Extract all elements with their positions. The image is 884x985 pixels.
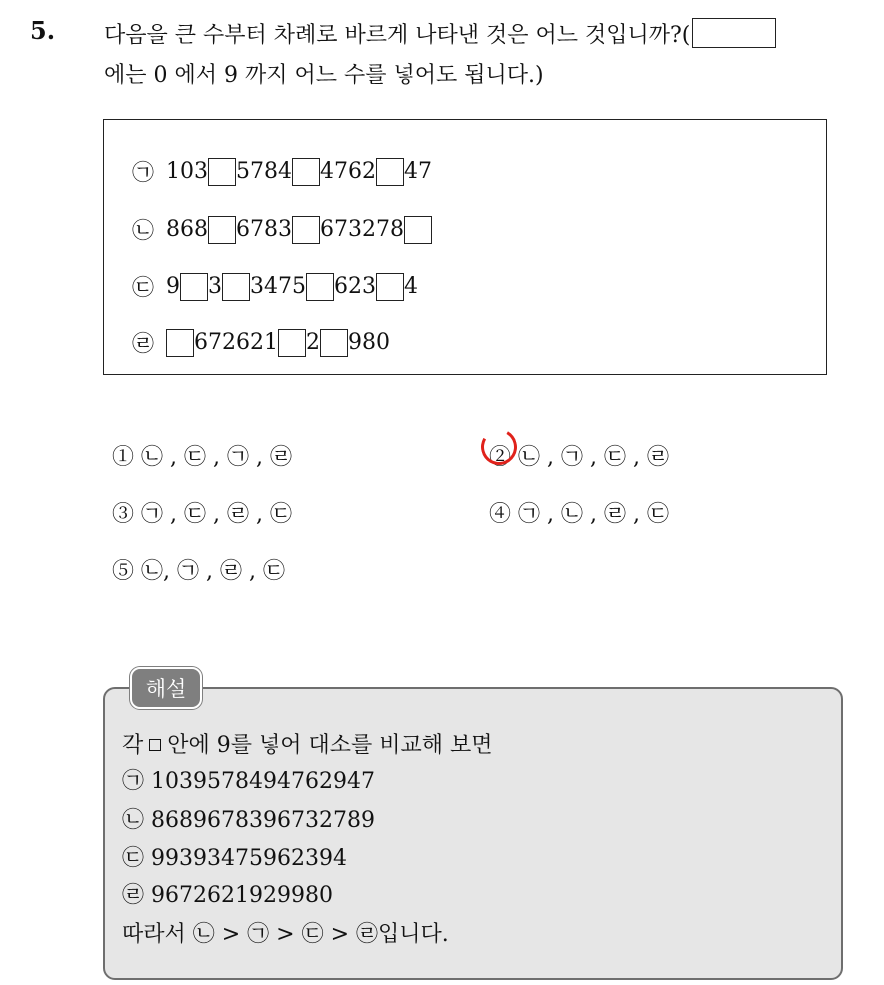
problem-part: 673278 bbox=[320, 217, 404, 242]
choice-3[interactable] bbox=[112, 497, 292, 528]
digit-blank bbox=[222, 273, 250, 301]
problem-row-c bbox=[132, 271, 418, 302]
problem-part: 672621 bbox=[194, 330, 278, 355]
explanation-intro bbox=[122, 728, 493, 759]
problem-part: 3475 bbox=[250, 274, 307, 299]
problem-label: ㉡ bbox=[132, 219, 155, 244]
choice-number: ④ bbox=[489, 502, 512, 527]
problem-part: 2 bbox=[306, 330, 320, 355]
problem-label: ㉣ bbox=[132, 332, 155, 357]
problem-part: 623 bbox=[334, 274, 377, 299]
choice-text: ㉡ , ㉢ , ㉠ , ㉣ bbox=[141, 445, 292, 470]
question-text-line1 bbox=[104, 18, 776, 49]
problem-label: ㉠ bbox=[132, 161, 155, 186]
question-number: 5. bbox=[30, 16, 56, 45]
explanation-intro-after: 안에 9를 넣어 대소를 비교해 보면 bbox=[167, 733, 493, 758]
problem-part: 103 bbox=[166, 159, 209, 184]
choice-text: ㉠ , ㉡ , ㉣ , ㉢ bbox=[518, 502, 669, 527]
explanation-line-d: ㉣ 9672621929980 bbox=[122, 883, 333, 908]
problem-part: 868 bbox=[166, 217, 209, 242]
explanation-line-a: ㉠ 1039578494762947 bbox=[122, 769, 375, 794]
digit-blank bbox=[306, 273, 334, 301]
choice-number: ⑤ bbox=[112, 559, 135, 584]
choice-text: ㉠ , ㉢ , ㉣ , ㉢ bbox=[141, 502, 292, 527]
digit-blank bbox=[376, 158, 404, 186]
explanation-conclusion: 따라서 ㉡ > ㉠ > ㉢ > ㉣입니다. bbox=[122, 922, 449, 947]
problem-part: 4762 bbox=[320, 159, 377, 184]
choice-number: ① bbox=[112, 445, 135, 470]
problem-row-b bbox=[132, 214, 432, 245]
problem-part: 980 bbox=[348, 330, 390, 355]
problem-row-a bbox=[132, 156, 432, 187]
question-text: 다음을 큰 수부터 차례로 바르게 나타낸 것은 어느 것입니까?( bbox=[104, 23, 691, 48]
digit-blank bbox=[404, 216, 432, 244]
problem-box bbox=[103, 119, 827, 375]
digit-blank bbox=[208, 158, 236, 186]
explanation-tag: 해설 bbox=[130, 667, 202, 709]
problem-part: 5784 bbox=[236, 159, 293, 184]
explanation-intro-before: 각 bbox=[122, 733, 144, 758]
problem-part: 4 bbox=[404, 274, 419, 299]
blank-square-icon bbox=[149, 739, 161, 751]
problem-part: 3 bbox=[208, 274, 223, 299]
problem-part: 47 bbox=[404, 159, 433, 184]
explanation-line-c: ㉢ 99393475962394 bbox=[122, 846, 347, 871]
answer-blank-box bbox=[692, 18, 776, 48]
digit-blank bbox=[376, 273, 404, 301]
choice-1[interactable] bbox=[112, 440, 292, 471]
choice-4[interactable] bbox=[489, 497, 669, 528]
problem-part: 9 bbox=[166, 274, 181, 299]
problem-row-d bbox=[132, 327, 390, 358]
digit-blank bbox=[292, 158, 320, 186]
choice-text: ㉡, ㉠ , ㉣ , ㉢ bbox=[141, 559, 285, 584]
digit-blank bbox=[180, 273, 208, 301]
choice-5[interactable] bbox=[112, 554, 285, 585]
digit-blank bbox=[278, 329, 306, 357]
problem-part: 6783 bbox=[236, 217, 293, 242]
digit-blank bbox=[166, 329, 194, 357]
digit-blank bbox=[292, 216, 320, 244]
choice-text: ㉡ , ㉠ , ㉢ , ㉣ bbox=[518, 445, 669, 470]
explanation-line-b: ㉡ 8689678396732789 bbox=[122, 808, 375, 833]
digit-blank bbox=[208, 216, 236, 244]
question-text-line2: 에는 0 에서 9 까지 어느 수를 넣어도 됩니다.) bbox=[104, 63, 544, 88]
digit-blank bbox=[320, 329, 348, 357]
choice-number: ③ bbox=[112, 502, 135, 527]
choice-number: ② bbox=[489, 445, 512, 470]
problem-label: ㉢ bbox=[132, 276, 155, 301]
